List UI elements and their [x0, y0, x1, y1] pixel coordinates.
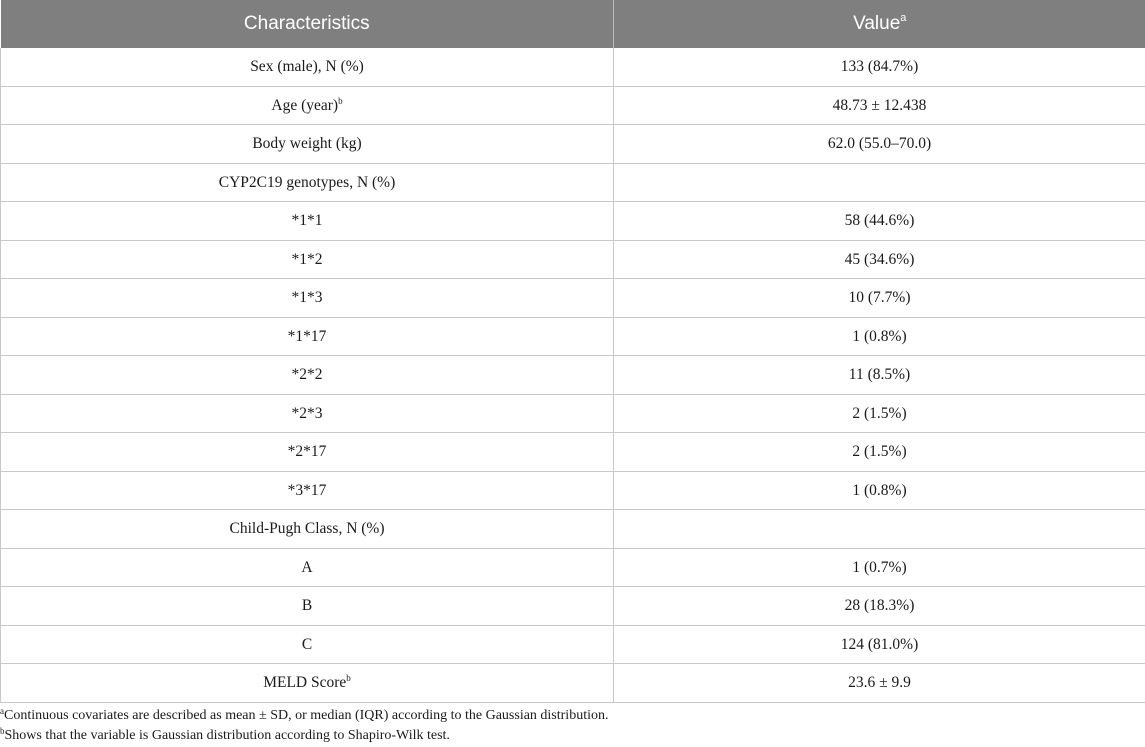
row-value: 2 (1.5%) [614, 433, 1145, 472]
row-value: 1 (0.8%) [614, 471, 1145, 510]
header-row [1, 0, 1145, 48]
row-value: 45 (34.6%) [614, 240, 1145, 279]
row-label-text: *1*17 [287, 327, 327, 345]
table-row [1, 202, 1145, 241]
row-label [1, 433, 614, 472]
row-label [1, 664, 614, 703]
table-row [1, 664, 1145, 703]
table-row [1, 48, 1145, 86]
row-value: 133 (84.7%) [614, 48, 1145, 86]
row-label [1, 471, 614, 510]
row-label [1, 356, 614, 395]
row-value [614, 510, 1145, 549]
row-label-text: B [301, 597, 313, 614]
header-value [614, 0, 1145, 48]
row-label-text: Age (year) [271, 96, 339, 114]
row-label-text: *3*17 [287, 481, 327, 499]
row-value: 28 (18.3%) [614, 587, 1145, 626]
row-label-text: Child-Pugh Class, N (%) [229, 520, 385, 537]
row-value: 23.6 ± 9.9 [614, 664, 1145, 703]
row-label [1, 510, 614, 549]
row-label [1, 317, 614, 356]
table-row [1, 625, 1145, 664]
row-label-text: MELD Score [263, 674, 347, 691]
table-row [1, 163, 1145, 202]
row-label-text: C [301, 635, 313, 653]
row-label [1, 625, 614, 664]
row-label-text: *1*3 [291, 289, 323, 306]
row-label-text: *1*1 [291, 212, 323, 229]
table-body [1, 48, 1145, 702]
row-label-text: *1*2 [291, 250, 323, 268]
table-row [1, 240, 1145, 279]
header-value-label: Value [853, 13, 901, 34]
footnote-text: Continuous covariates are described as mean ± SD, or median (IQR) according to the Gaussian distribution. [4, 708, 609, 723]
row-label [1, 394, 614, 433]
row-label [1, 48, 614, 86]
row-value: 1 (0.7%) [614, 548, 1145, 587]
row-value: 58 (44.6%) [614, 202, 1145, 241]
row-label-text: Body weight (kg) [252, 135, 362, 152]
table-row [1, 394, 1145, 433]
footnote-a [0, 706, 1145, 726]
table-row [1, 433, 1145, 472]
row-value: 10 (7.7%) [614, 279, 1145, 318]
row-label-text: *2*17 [287, 443, 327, 460]
row-label [1, 240, 614, 279]
table-row [1, 125, 1145, 164]
footnote-b [0, 726, 1145, 746]
table-row [1, 510, 1145, 549]
row-value: 2 (1.5%) [614, 394, 1145, 433]
table-row [1, 356, 1145, 395]
header-characteristics [1, 0, 614, 48]
row-label [1, 202, 614, 241]
row-label [1, 125, 614, 164]
row-label [1, 279, 614, 318]
row-label [1, 548, 614, 587]
row-label-text: A [301, 558, 313, 576]
row-value: 11 (8.5%) [614, 356, 1145, 395]
header-characteristics-label: Characteristics [243, 13, 370, 34]
row-value: 1 (0.8%) [614, 317, 1145, 356]
row-label-text: *2*2 [291, 366, 323, 383]
row-value: 62.0 (55.0–70.0) [614, 125, 1145, 164]
table-row [1, 86, 1145, 125]
table-row [1, 317, 1145, 356]
header-value-footnote-mark: a [900, 12, 907, 24]
row-label-text: *2*3 [291, 404, 323, 422]
table-row [1, 279, 1145, 318]
row-value [614, 163, 1145, 202]
table-row [1, 587, 1145, 626]
row-value: 124 (81.0%) [614, 625, 1145, 664]
footnote-mark: b [0, 726, 5, 736]
footnote-mark: a [0, 706, 4, 716]
table-row [1, 471, 1145, 510]
row-label-text: Sex (male), N (%) [250, 58, 364, 75]
row-label [1, 587, 614, 626]
table-footnotes [0, 706, 1145, 746]
row-label [1, 163, 614, 202]
footnote-text: Shows that the variable is Gaussian distribution according to Shapiro-Wilk test. [4, 728, 450, 743]
row-value: 48.73 ± 12.438 [614, 86, 1145, 125]
row-label-sup: b [346, 673, 351, 683]
row-label [1, 86, 614, 125]
table-row [1, 548, 1145, 587]
row-label-sup: b [338, 95, 343, 106]
row-label-text: CYP2C19 genotypes, N (%) [218, 173, 396, 191]
table-header [1, 0, 1145, 48]
